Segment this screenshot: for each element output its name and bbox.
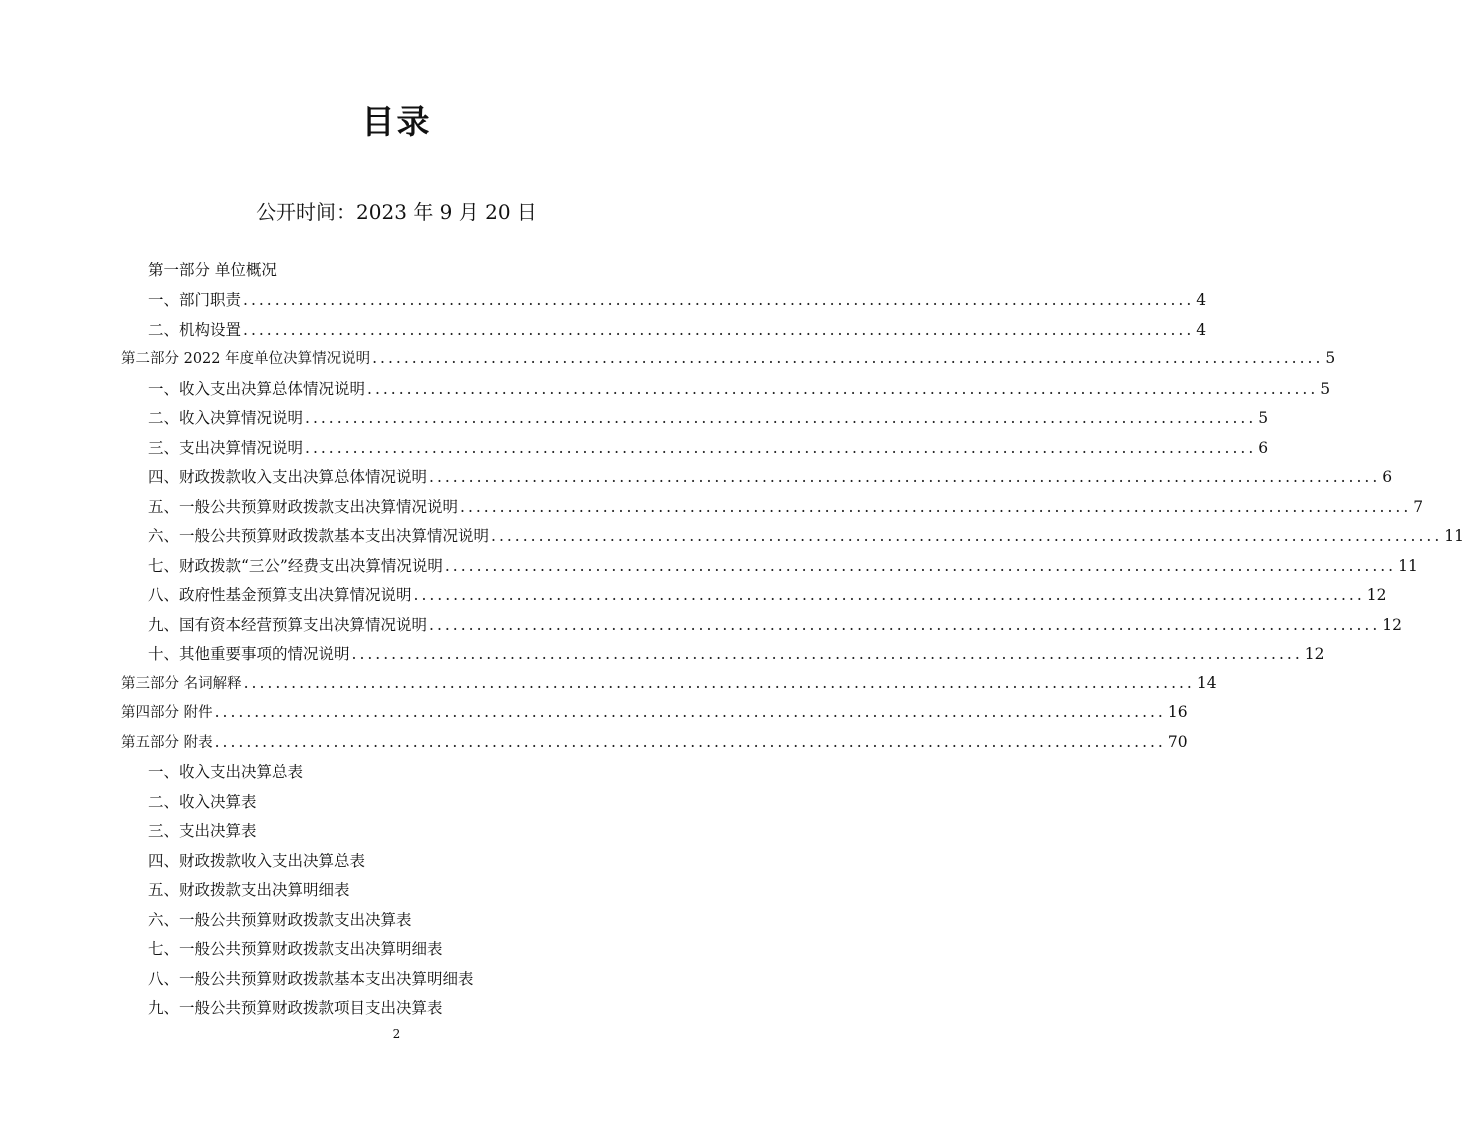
toc-entry-page: 12 bbox=[1304, 645, 1325, 663]
toc-entry-page: 5 bbox=[1325, 349, 1336, 367]
toc-dot-leader: ........................................................................................................................ bbox=[214, 703, 1166, 721]
toc-dot-leader: ........................................................................................................................ bbox=[429, 615, 1381, 634]
toc-entry-page: 5 bbox=[1258, 409, 1269, 427]
toc-entry-page: 5 bbox=[1320, 379, 1331, 398]
toc-dot-leader: ........................................................................................................................ bbox=[243, 320, 1195, 339]
toc-entry[interactable] bbox=[148, 406, 1269, 428]
toc-entry-label: 第三部分 名词解释 bbox=[121, 675, 242, 692]
toc-entry-label: 第四部分 附件 bbox=[121, 705, 213, 721]
toc-dot-leader: ........................................................................................................................ bbox=[305, 409, 1257, 427]
toc-entry[interactable] bbox=[121, 672, 1217, 694]
toc-entry-label: 八、政府性基金预算支出决算情况说明 bbox=[148, 586, 412, 604]
toc-dot-leader: ........................................................................................................................ bbox=[491, 527, 1443, 545]
toc-entry-label: 第五部分 附表 bbox=[121, 734, 213, 751]
toc-dot-leader: ........................................................................................................................ bbox=[460, 497, 1412, 516]
appendix-table-item: 六、一般公共预算财政拨款支出决算表 bbox=[148, 910, 412, 929]
toc-entry-label: 一、部门职责 bbox=[148, 291, 242, 309]
toc-entry-label: 五、一般公共预算财政拨款支出决算情况说明 bbox=[148, 497, 459, 516]
toc-entry-page: 70 bbox=[1167, 732, 1188, 751]
toc-entry[interactable] bbox=[148, 642, 1325, 664]
toc-entry-label: 七、财政拨款“三公”经费支出决算情况说明 bbox=[148, 556, 443, 575]
toc-dot-leader: ........................................................................................................................ bbox=[413, 586, 1365, 604]
toc-entry-label: 二、机构设置 bbox=[148, 320, 242, 339]
toc-entry-page: 12 bbox=[1382, 615, 1402, 634]
toc-entry-label: 第二部分 2022 年度单位决算情况说明 bbox=[121, 351, 371, 367]
toc-entry[interactable] bbox=[121, 347, 1336, 369]
toc-dot-leader: ........................................................................................................................ bbox=[243, 673, 1195, 692]
appendix-table-item: 三、支出决算表 bbox=[148, 822, 257, 840]
toc-part1-heading: 第一部分 单位概况 bbox=[148, 261, 277, 279]
appendix-table-item: 七、一般公共预算财政拨款支出决算明细表 bbox=[148, 940, 443, 958]
toc-dot-leader: ........................................................................................................................ bbox=[214, 732, 1166, 751]
toc-entry[interactable] bbox=[148, 465, 1393, 487]
toc-entry-page: 14 bbox=[1196, 673, 1217, 692]
toc-entry-page: 6 bbox=[1382, 468, 1393, 486]
toc-entry-page: 11 bbox=[1444, 527, 1464, 545]
toc-dot-leader: ........................................................................................................................ bbox=[305, 438, 1257, 457]
toc-entry[interactable] bbox=[148, 524, 1464, 546]
toc-entry[interactable] bbox=[121, 701, 1188, 723]
toc-entry-label: 九、国有资本经营预算支出决算情况说明 bbox=[148, 615, 428, 634]
page-number: 2 bbox=[392, 1027, 401, 1041]
toc-dot-leader: ........................................................................................................................ bbox=[351, 645, 1303, 663]
toc-entry-page: 6 bbox=[1258, 438, 1269, 457]
appendix-table-item: 八、一般公共预算财政拨款基本支出决算明细表 bbox=[148, 969, 474, 988]
appendix-table-item: 一、收入支出决算总表 bbox=[148, 763, 304, 781]
toc-dot-leader: ........................................................................................................................ bbox=[367, 379, 1319, 398]
appendix-table-item: 二、收入决算表 bbox=[148, 792, 257, 811]
toc-entry[interactable] bbox=[148, 288, 1207, 310]
toc-entry[interactable] bbox=[148, 318, 1207, 340]
toc-entry-label: 四、财政拨款收入支出决算总体情况说明 bbox=[148, 468, 428, 486]
toc-entry-label: 十、其他重要事项的情况说明 bbox=[148, 645, 350, 663]
toc-entry[interactable] bbox=[121, 731, 1188, 753]
toc-entry-label: 一、收入支出决算总体情况说明 bbox=[148, 379, 366, 398]
toc-entry-page: 4 bbox=[1196, 320, 1207, 339]
appendix-table-item: 五、财政拨款支出决算明细表 bbox=[148, 881, 350, 899]
appendix-table-item: 四、财政拨款收入支出决算总表 bbox=[148, 851, 366, 870]
toc-dot-leader: ........................................................................................................................ bbox=[444, 556, 1397, 575]
toc-dot-leader: ........................................................................................................................ bbox=[372, 349, 1324, 367]
toc-entry[interactable] bbox=[148, 436, 1269, 458]
toc-entry-page: 16 bbox=[1167, 703, 1188, 721]
toc-dot-leader: ........................................................................................................................ bbox=[429, 468, 1381, 486]
toc-entry[interactable] bbox=[148, 613, 1402, 635]
toc-entry[interactable] bbox=[148, 554, 1418, 576]
toc-entry-page: 11 bbox=[1398, 556, 1418, 575]
appendix-table-item: 九、一般公共预算财政拨款项目支出决算表 bbox=[148, 999, 443, 1017]
toc-entry-page: 4 bbox=[1196, 291, 1207, 309]
toc-entry-label: 三、支出决算情况说明 bbox=[148, 438, 304, 457]
toc-entry-page: 7 bbox=[1413, 497, 1424, 516]
toc-entry[interactable] bbox=[148, 377, 1331, 399]
publish-date: 公开时间：2023 年 9 月 20 日 bbox=[256, 200, 537, 224]
toc-entry[interactable] bbox=[148, 495, 1424, 517]
toc-entry[interactable] bbox=[148, 583, 1387, 605]
toc-entry-label: 二、收入决算情况说明 bbox=[148, 409, 304, 427]
page-title: 目录 bbox=[361, 102, 432, 141]
toc-entry-page: 12 bbox=[1366, 586, 1387, 604]
toc-dot-leader: ........................................................................................................................ bbox=[243, 291, 1195, 309]
toc-entry-label: 六、一般公共预算财政拨款基本支出决算情况说明 bbox=[148, 527, 490, 545]
